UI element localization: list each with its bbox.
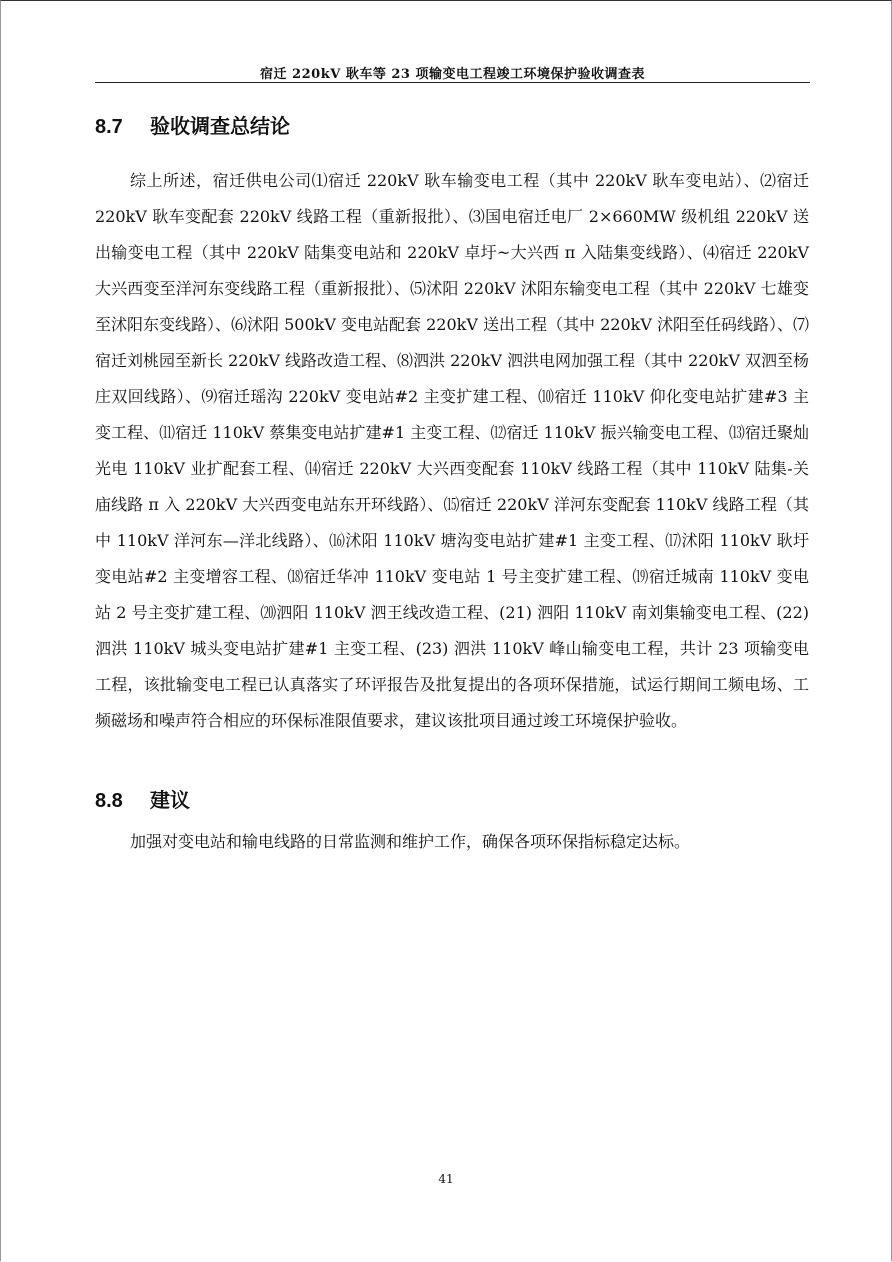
- section-title: 建议: [150, 788, 190, 812]
- running-header: 宿迁 220kV 耿车等 23 项输变电工程竣工环境保护验收调查表: [260, 67, 645, 82]
- conclusion-paragraph: 综上所述，宿迁供电公司⑴宿迁 220kV 耿车输变电工程（其中 220kV 耿车变电站）、⑵宿迁 220kV 耿车变配套 220kV 线路工程（重新报批）、⑶国电宿迁电厂 2×660MW 级机组 220kV 送出输变电工程（其中 220kV 陆集变电站和 220kV 卓圩~大兴西 π 入陆集变线路）、⑷宿迁 220kV 大兴西变至洋河东变线路工程（重新报批）、⑸沭阳 220kV 沭阳东输变电工程（其中 220kV 七雄变至沭阳东变线路）、⑹沭阳 500kV 变电站配套 220kV 送出工程（其中 220kV 沭阳至任码线路）、⑺宿迁刘桃园至新长 220kV 线路改造工程、⑻泗洪 220kV 泗洪电网加强工程（其中 220kV 双泗至杨庄双回线路）、⑼宿迁瑶沟 220kV 变电站#2 主变扩建工程、⑽宿迁 110kV 仰化变电站扩建#3 主变工程、⑾宿迁 110kV 蔡集变电站扩建#1 主变工程、⑿宿迁 110kV 振兴输变电工程、⒀宿迁聚灿光电 110kV 业扩配套工程、⒁宿迁 220kV 大兴西变配套 110kV 线路工程（其中 110kV 陆集-关庙线路 π 入 220kV 大兴西变电站东开环线路）、⒂宿迁 220kV 洋河东变配套 110kV 线路工程（其中 110kV 洋河东—洋北线路）、⒃沭阳 110kV 塘沟变电站扩建#1 主变工程、⒄沭阳 110kV 耿圩变电站#2 主变增容工程、⒅宿迁华冲 110kV 变电站 1 号主变扩建工程、⒆宿迁城南 110kV 变电站 2 号主变扩建工程、⒇泗阳 110kV 泗王线改造工程、(21) 泗阳 110kV 南刘集输变电工程、(22) 泗洪 110kV 城头变电站扩建#1 主变工程、(23) 泗洪 110kV 峰山输变电工程，共计 23 项输变电工程，该批输变电工程已认真落实了环评报告及批复提出的各项环保措施，试运行期间工频电场、工频磁场和噪声符合相应的环保标准限值要求，建议该批项目通过竣工环境保护验收。: [95, 171, 809, 730]
- section-heading-8-8: [95, 784, 190, 813]
- section-title: 验收调查总结论: [150, 114, 290, 138]
- header-rule: [95, 82, 810, 83]
- suggestion-paragraph: 加强对变电站和输电线路的日常监测和维护工作，确保各项环保指标稳定达标。: [130, 832, 691, 851]
- section-number: 8.8: [95, 790, 123, 812]
- section-heading-8-7: [95, 110, 290, 139]
- section-number: 8.7: [95, 116, 123, 138]
- page-number: 41: [438, 1172, 454, 1186]
